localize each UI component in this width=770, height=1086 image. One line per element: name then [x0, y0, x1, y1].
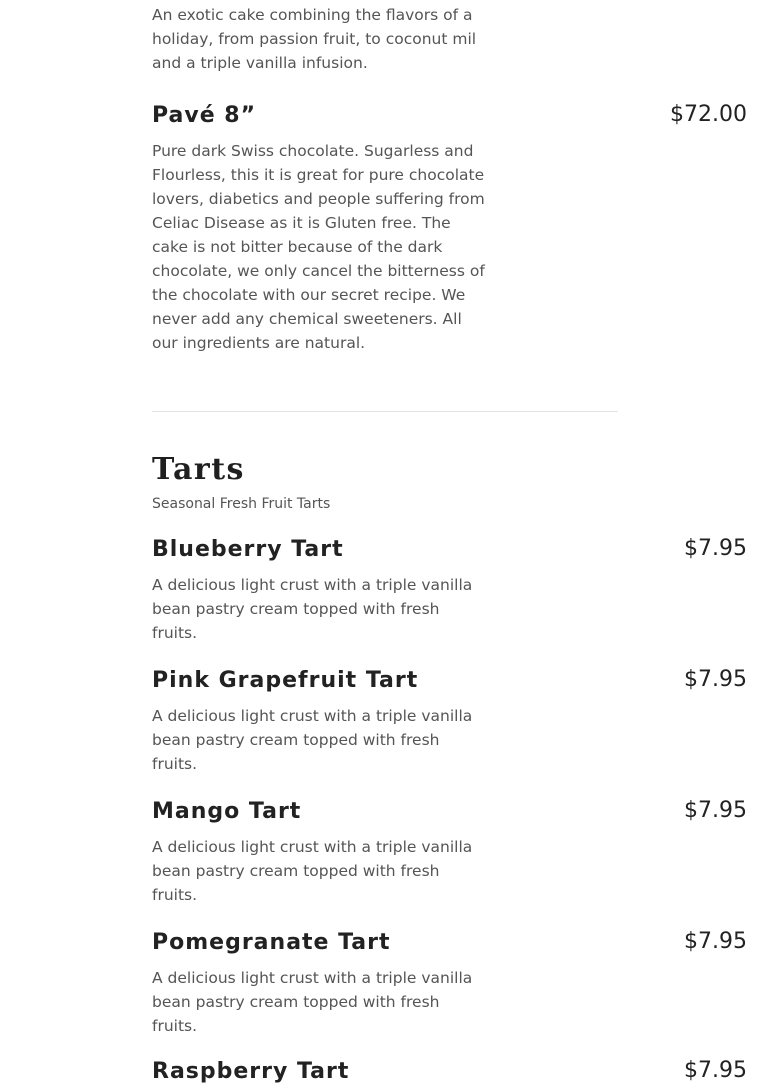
item-price: $7.95 [684, 798, 747, 823]
menu-item-mango-tart [152, 798, 748, 907]
menu-item-pink-grapefruit-tart [152, 667, 748, 776]
menu-item-pave [152, 102, 748, 355]
item-description: A delicious light crust with a triple vanilla bean pastry cream topped with fresh fruits. [152, 707, 473, 773]
item-price: $72.00 [670, 102, 747, 127]
item-name: Mango Tart [152, 799, 302, 824]
menu-item-pomegranate-tart [152, 929, 748, 1038]
item-description: A delicious light crust with a triple vanilla bean pastry cream topped with fresh fruits. [152, 576, 473, 642]
item-description: A delicious light crust with a triple vanilla bean pastry cream topped with fresh fruits. [152, 969, 473, 1035]
item-description: A delicious light crust with a triple vanilla bean pastry cream topped with fresh fruits. [152, 838, 473, 904]
item-name: Blueberry Tart [152, 537, 344, 562]
item-price: $7.95 [684, 1058, 747, 1083]
item-price: $7.95 [684, 536, 747, 561]
item-price: $7.95 [684, 667, 747, 692]
section-subtitle-tarts: Seasonal Fresh Fruit Tarts [152, 496, 331, 512]
section-divider [152, 411, 618, 412]
item-name: Pink Grapefruit Tart [152, 668, 419, 693]
item-name: Pavé 8” [152, 103, 257, 128]
partial-item-description: An exotic cake combining the flavors of a holiday, from passion fruit, to coconut mil and a triple vanilla infusion. [152, 5, 477, 72]
item-description: Pure dark Swiss chocolate. Sugarless and Flourless, this it is great for pure chocolate lovers, diabetics and people suffering from Celiac Disease as it is Gluten free. The cake is not bitter because of the dark chocolate, we only cancel the bitterness of the chocolate with our secret recipe. We never add any chemical sweeteners. All our ingredients are natural. [152, 142, 485, 352]
menu-item-blueberry-tart [152, 536, 748, 645]
item-price: $7.95 [684, 929, 747, 954]
section-title-tarts: Tarts [152, 452, 245, 487]
item-name: Raspberry Tart [152, 1059, 350, 1084]
item-name: Pomegranate Tart [152, 930, 391, 955]
